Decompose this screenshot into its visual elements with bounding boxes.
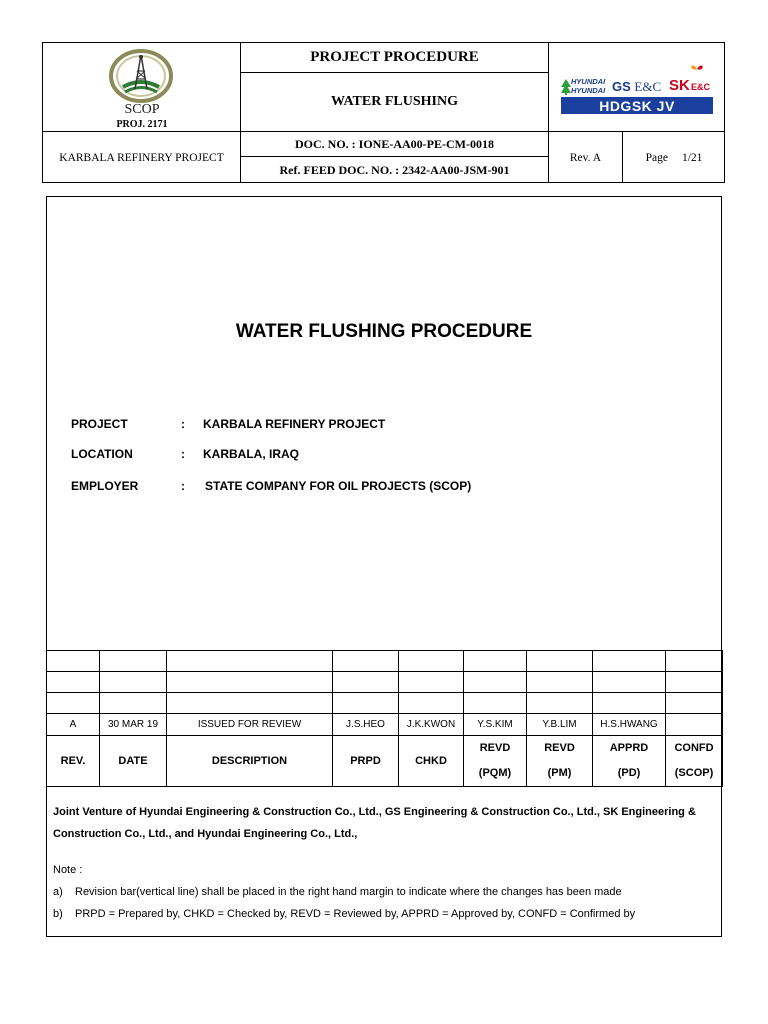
scop-emblem-icon: [109, 49, 173, 103]
info-label: LOCATION: [71, 447, 133, 461]
header-rev: [47, 736, 100, 787]
jv-logo-cell: [549, 43, 725, 132]
sk-ec-label: E&C: [691, 82, 711, 92]
jv-logo: [561, 59, 717, 113]
hyundai-label-1: HYUNDAI: [571, 77, 606, 86]
cell-confd: [666, 714, 723, 736]
header-date: [100, 736, 167, 787]
header-project-name: KARBALA REFINERY PROJECT: [43, 132, 241, 183]
revision-blank-row: [47, 651, 723, 672]
header-title: PROJECT PROCEDURE: [241, 43, 549, 73]
info-colon: :: [181, 479, 185, 493]
joint-venture-statement: Joint Venture of Hyundai Engineering & Construction Co., Ltd., GS Engineering & Construction Co., Ltd., SK Engineering & Construction Co., Ltd., and Hyundai Engineering Co., Ltd.,: [53, 806, 696, 840]
page-label: Page: [645, 151, 668, 164]
header-line: APPRD: [609, 742, 649, 754]
cell-revd-pm: Y.B.LIM: [527, 714, 593, 736]
info-value: KARBALA REFINERY PROJECT: [203, 417, 386, 431]
gs-label: GS: [612, 79, 631, 94]
sk-butterfly-icon: [691, 63, 703, 75]
info-value: KARBALA, IRAQ: [203, 447, 299, 461]
revision-row: [47, 714, 723, 736]
page-value: 1/21: [681, 151, 703, 164]
gs-logo: [612, 79, 661, 95]
header-ref-doc-number: Ref. FEED DOC. NO. : 2342-AA00-JSM-901: [241, 157, 549, 183]
cover-page-body: [46, 196, 722, 937]
header-page: [623, 132, 725, 183]
revision-blank-row: [47, 693, 723, 714]
header-description: [167, 736, 333, 787]
header-line: DATE: [118, 754, 148, 767]
note-label: Note :: [53, 864, 83, 876]
sk-label: SK: [669, 77, 690, 94]
jv-name-bar: HDGSK JV: [561, 97, 713, 114]
header-line: PRPD: [350, 754, 381, 767]
header-revd-pm: [527, 736, 593, 787]
cell-date: 30 MAR 19: [100, 714, 167, 736]
header-line: REVD: [544, 742, 575, 754]
header-line: DESCRIPTION: [211, 754, 288, 767]
info-colon: :: [181, 447, 185, 461]
header-confd: [666, 736, 723, 787]
cell-rev: A: [47, 714, 100, 736]
revision-header-row: [47, 736, 723, 787]
cell-description: ISSUED FOR REVIEW: [167, 714, 333, 736]
header-line-2: (PQM): [478, 767, 512, 779]
header-line-2: (PM): [547, 767, 572, 779]
revision-table: [46, 650, 723, 787]
document-title: WATER FLUSHING PROCEDURE: [235, 321, 533, 342]
header-line: REVD: [479, 742, 511, 754]
gs-ec-label: E&C: [634, 79, 662, 94]
header-line: CHKD: [415, 754, 447, 767]
document-header: [42, 42, 725, 183]
header-doc-number: DOC. NO. : IONE-AA00-PE-CM-0018: [241, 132, 549, 157]
header-prpd: [333, 736, 399, 787]
scop-logo-name: SCOP: [124, 102, 160, 117]
cell-chkd: J.K.KWON: [399, 714, 464, 736]
header-line-2: (SCOP): [674, 767, 714, 779]
scop-logo-cell: [43, 43, 241, 132]
note-text: PRPD = Prepared by, CHKD = Checked by, REVD = Reviewed by, APPRD = Approved by, CONFD = Confirmed by: [75, 908, 636, 920]
hyundai-label-2: HYUNDAI: [571, 86, 606, 95]
header-line-2: (PD): [617, 767, 641, 779]
cell-revd-pqm: Y.S.KIM: [464, 714, 527, 736]
header-apprd: [593, 736, 666, 787]
note-text: Revision bar(vertical line) shall be placed in the right hand margin to indicate where the changes has been made: [75, 886, 622, 898]
note-item: [53, 908, 635, 920]
hyundai-tree-icon: [561, 79, 571, 95]
revision-blank-row: [47, 672, 723, 693]
header-revision: Rev. A: [549, 132, 623, 183]
info-label: EMPLOYER: [71, 479, 139, 493]
header-revd-pqm: [464, 736, 527, 787]
header-line: REV.: [60, 754, 86, 767]
note-marker: b): [53, 908, 63, 920]
info-value: STATE COMPANY FOR OIL PROJECTS (SCOP): [205, 479, 472, 493]
info-colon: :: [181, 417, 185, 431]
header-subtitle: WATER FLUSHING: [241, 73, 549, 132]
cell-prpd: J.S.HEO: [333, 714, 399, 736]
cell-apprd: H.S.HWANG: [593, 714, 666, 736]
header-line: CONFD: [674, 742, 714, 754]
scop-project-number: PROJ. 2171: [116, 119, 168, 130]
note-item: [53, 886, 622, 898]
header-chkd: [399, 736, 464, 787]
info-label: PROJECT: [71, 417, 128, 431]
note-marker: a): [53, 886, 63, 898]
